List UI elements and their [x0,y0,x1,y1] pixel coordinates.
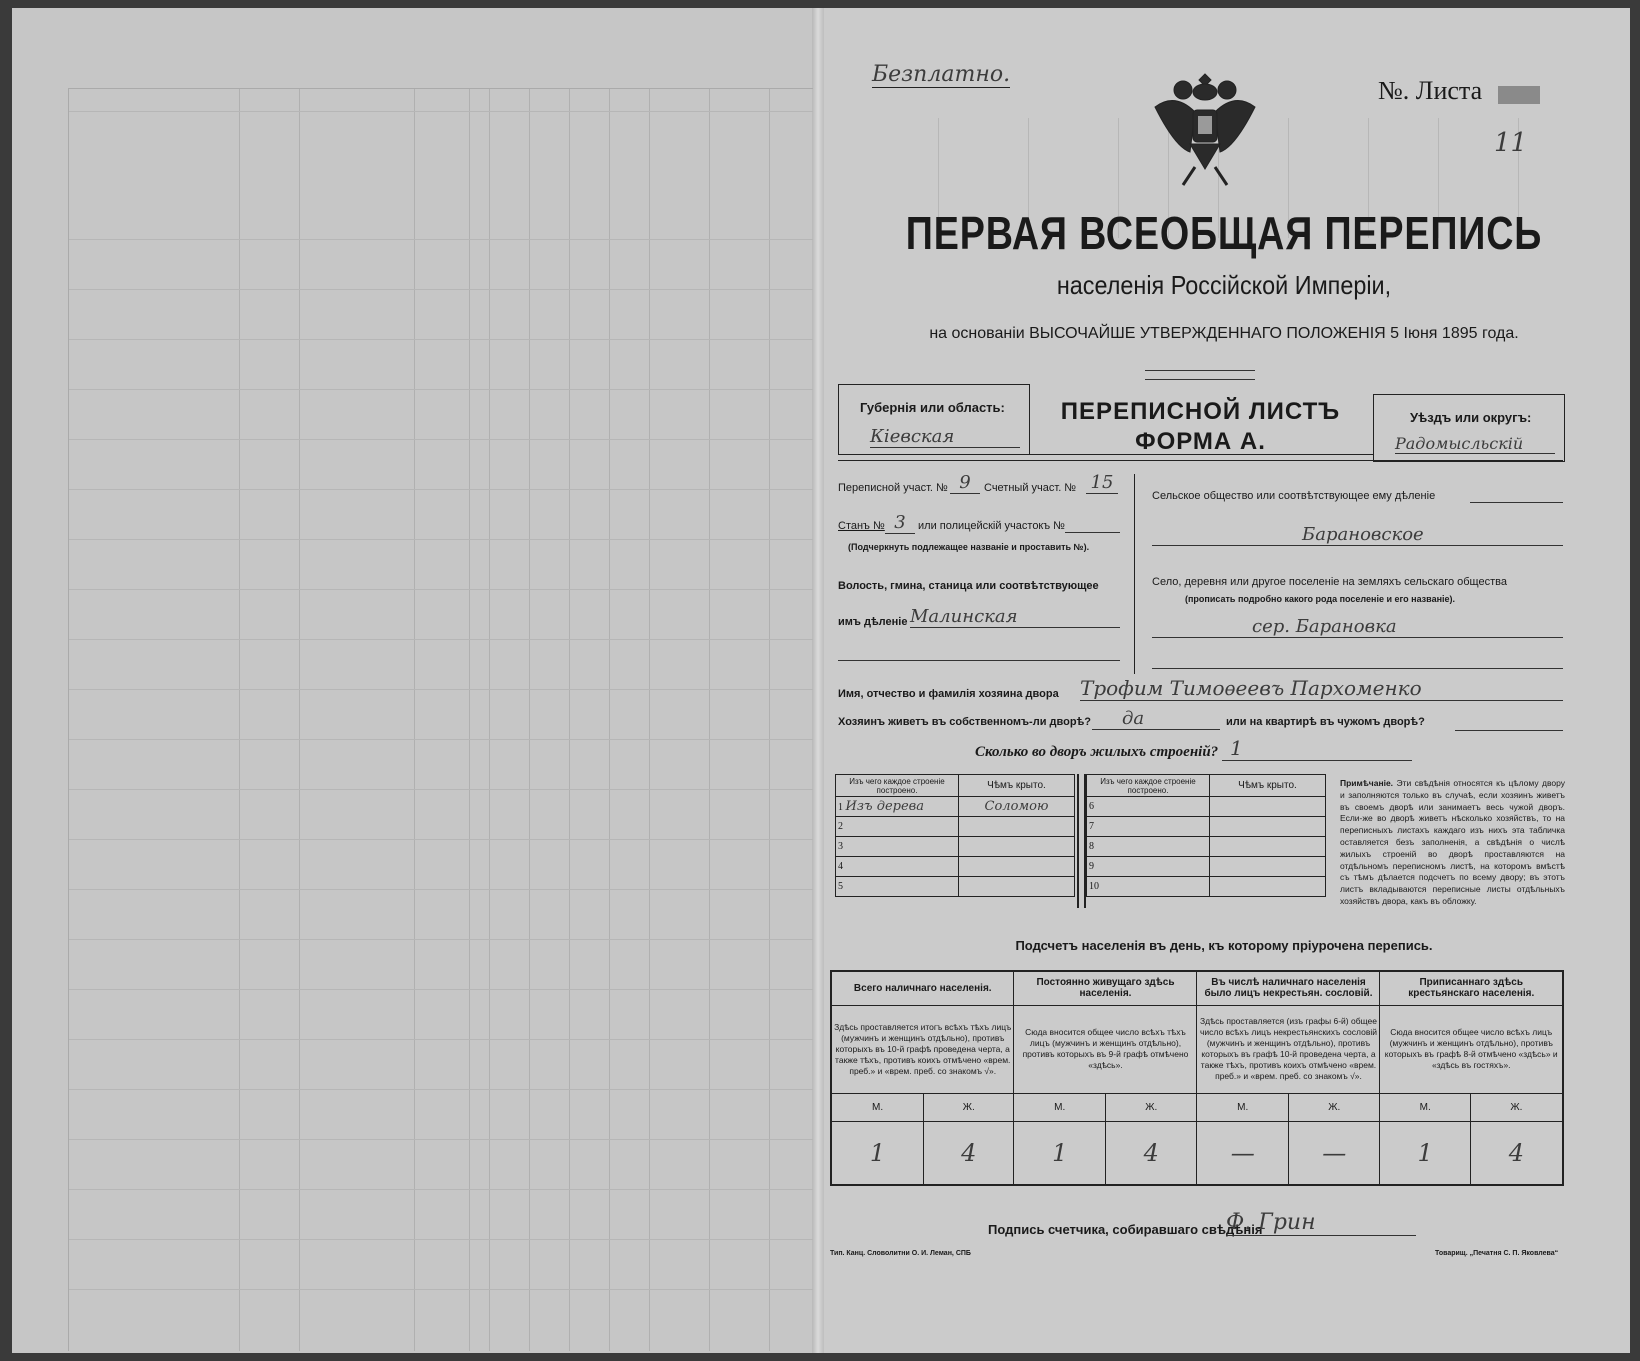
m-header: М. [1380,1093,1470,1121]
buildings-table-left [835,774,1075,897]
volost-label-1: Волость, гмина, станица или соотвѣтствующее [838,580,1099,592]
group-4-female: 4 [1470,1121,1563,1185]
group-1-desc: Здѣсь проставляется итогъ всѣхъ тѣхъ лицъ (мужчинъ и женщинъ отдѣльно), противъ которыхъ въ 10-й графѣ проведена черта, а также тѣхъ, противъ коихъ отмѣчено «врем. преб.» и «врем. преб. со знакомъ √». [831,1005,1014,1093]
sheet-number-redaction [1498,86,1540,104]
note-block [1340,778,1565,908]
signature-label: Подпись счетчика, собиравшаго свѣдѣнія [988,1222,1263,1237]
f-header: Ж. [924,1093,1014,1121]
row-number: 1 [838,802,843,813]
rural-society-value: Барановское [1152,524,1563,546]
village-note: (прописать подробно какого рода поселеніе и его названіе). [1185,594,1456,604]
volost-label-2: имъ дѣленіе [838,616,908,628]
page-fold [812,8,824,1353]
group-1-male: 1 [831,1121,924,1185]
group-1-title: Всего наличнаго населенія. [831,971,1014,1005]
note-title: Примѣчаніе. [1340,778,1394,788]
volost-value: Малинская [910,606,1120,628]
apartment-line [1455,730,1563,731]
own-yard-value: да [1092,708,1220,730]
roof-header: Чѣмъ крыто. [1210,775,1326,797]
sheet-number-value: 11 [1494,128,1528,158]
m-header: М. [831,1093,924,1121]
count-heading: Подсчетъ населенія въ день, къ которому пріурочена перепись. [1015,938,1433,953]
page-subtitle: населенія Россійской Имперіи, [1056,270,1392,300]
form-subtitle: ФОРМА А. [1135,428,1266,455]
group-2-male: 1 [1014,1121,1106,1185]
village-label: Село, деревня или другое поселеніе на земляхъ сельскаго общества [1152,576,1507,588]
group-3-title: Въ числѣ наличнаго населенія было лицъ некрестьян. сословій. [1197,971,1380,1005]
buildings-value: 1 [1222,736,1412,761]
group-2-desc: Сюда вносится общее число всѣхъ тѣхъ лицъ (мужчинъ и женщинъ отдѣльно), противъ которыхъ въ 9-й графѣ отмѣчено «здѣсь». [1014,1005,1197,1093]
owner-value: Трофим Тимоѳеевъ Пархоменко [1080,676,1563,701]
row-number: 10 [1087,877,1210,897]
census-section-label: Переписной участ. № [838,482,948,494]
footer-right: Товарищ. „Печатня С. П. Яковлева“ [1435,1250,1559,1257]
material-value: Изъ дерева [845,799,924,814]
row-number: 7 [1087,817,1210,837]
material-header: Изъ чего каждое строеніе построено. [836,775,959,797]
province-label: Губернія или область: [860,400,1005,415]
row-number: 5 [836,877,959,897]
group-1-female: 4 [924,1121,1014,1185]
village-extra-line [1152,668,1563,669]
apartment-label: или на квартирѣ въ чужомъ дворѣ? [1226,716,1425,728]
stan-value: 3 [885,512,915,534]
group-2-title: Постоянно живущаго здѣсь населенія. [1014,971,1197,1005]
row-number: 4 [836,857,959,877]
f-header: Ж. [1470,1093,1563,1121]
signature-value: Ф. Грин [1226,1210,1416,1236]
buildings-table-right [1086,774,1326,897]
m-header: М. [1197,1093,1289,1121]
material-header: Изъ чего каждое строеніе построено. [1087,775,1210,797]
f-header: Ж. [1288,1093,1380,1121]
ornament-divider [1145,370,1255,380]
form-title: ПЕРЕПИСНОЙ ЛИСТЪ [1060,398,1341,425]
volost-extra-line [838,660,1120,661]
counting-section-label: Счетный участ. № [984,482,1077,494]
own-yard-label: Хозяинъ живетъ въ собственномъ-ли дворѣ? [838,716,1092,728]
basis-line: на основаніи ВЫСОЧАЙШЕ УТВЕРЖДЕННАГО ПОЛОЖЕНІЯ 5 Іюня 1895 года. [929,325,1519,342]
police-label: или полицейскій участокъ № [918,520,1065,532]
group-4-title: Приписаннаго здѣсь крестьянскаго населенія. [1380,971,1563,1005]
group-3-female: — [1288,1121,1380,1185]
footer-left: Тип. Канц. Словолитни О. И. Леман, СПБ [830,1250,971,1257]
group-4-desc: Сюда вносится общее число всѣхъ лицъ (мужчинъ и женщинъ отдѣльно), противъ которыхъ въ графѣ 8-й отмѣчено «здѣсь» и «здѣсь въ гостяхъ». [1380,1005,1563,1093]
m-header: М. [1014,1093,1106,1121]
rural-society-line [1470,502,1563,503]
stan-label: Станъ № [838,520,885,532]
show-through-grid [68,88,813,1351]
village-value: сер. Барановка [1152,616,1563,638]
row-number: 2 [836,817,959,837]
f-header: Ж. [1105,1093,1197,1121]
counting-section-value: 15 [1086,472,1118,494]
underline-note: (Подчеркнуть подлежащее названіе и проставить №). [848,542,1090,552]
row-number: 8 [1087,837,1210,857]
roof-value: Соломою [959,797,1075,817]
group-3-desc: Здѣсь проставляется (изъ графы 6-й) общее число всѣхъ лицъ некрестьянскихъ сословій (мужчинъ и женщинъ отдѣльно), противъ которыхъ въ графѣ 10-й проведена черта, а также тѣхъ, противъ коихъ отмѣчено «врем. преб.» и «врем. преб. со знакомъ √». [1197,1005,1380,1093]
row-number: 9 [1087,857,1210,877]
free-label: Безплатно. [872,62,1011,87]
table-double-divider [1077,774,1086,908]
group-3-male: — [1197,1121,1289,1185]
buildings-label: Сколько во дворъ жилыхъ строеній? [975,744,1219,760]
district-label: Уѣздъ или округъ: [1410,410,1532,425]
row-number: 6 [1087,797,1210,817]
building-row-1 [836,797,959,817]
rural-society-label: Сельское общество или соотвѣтствующее ему дѣленіе [1152,490,1436,502]
province-value: Кіевская [870,426,1020,448]
sheet-number-label: №. Листа [1378,76,1483,105]
owner-label: Имя, отчество и фамилія хозяина двора [838,688,1059,700]
imperial-eagle-icon [1145,62,1265,192]
district-value: Радомысльскій [1395,434,1555,454]
row-number: 3 [836,837,959,857]
page-title: ПЕРВАЯ ВСЕОБЩАЯ ПЕРЕПИСЬ [905,207,1543,259]
police-value-line [1065,532,1120,533]
roof-header: Чѣмъ крыто. [959,775,1075,797]
note-text: Эти свѣдѣнія относятся къ цѣлому двору и заполняются только въ случаѣ, если хозяинъ живетъ въ своемъ дворѣ или занимаетъ весь чужой дворъ. Если-же во дворѣ живетъ нѣсколько хозяйствъ, то на переписныхъ листахъ каждаго изъ нихъ эта табличка оставляется безъ заполненія, а свѣдѣнія о числѣ жилыхъ строеній во дворѣ проставляются на отдѣльномъ переписномъ листѣ, на которомъ вмѣстѣ съ тѣмъ дѣлается подсчетъ по всему двору; въ этотъ листъ вкладываются переписные листы отдѣльныхъ хозяйствъ двора, какъ въ обложку. [1340,778,1565,906]
group-2-female: 4 [1105,1121,1197,1185]
group-4-male: 1 [1380,1121,1470,1185]
population-count-table [830,970,1564,1186]
census-section-value: 9 [950,472,980,494]
